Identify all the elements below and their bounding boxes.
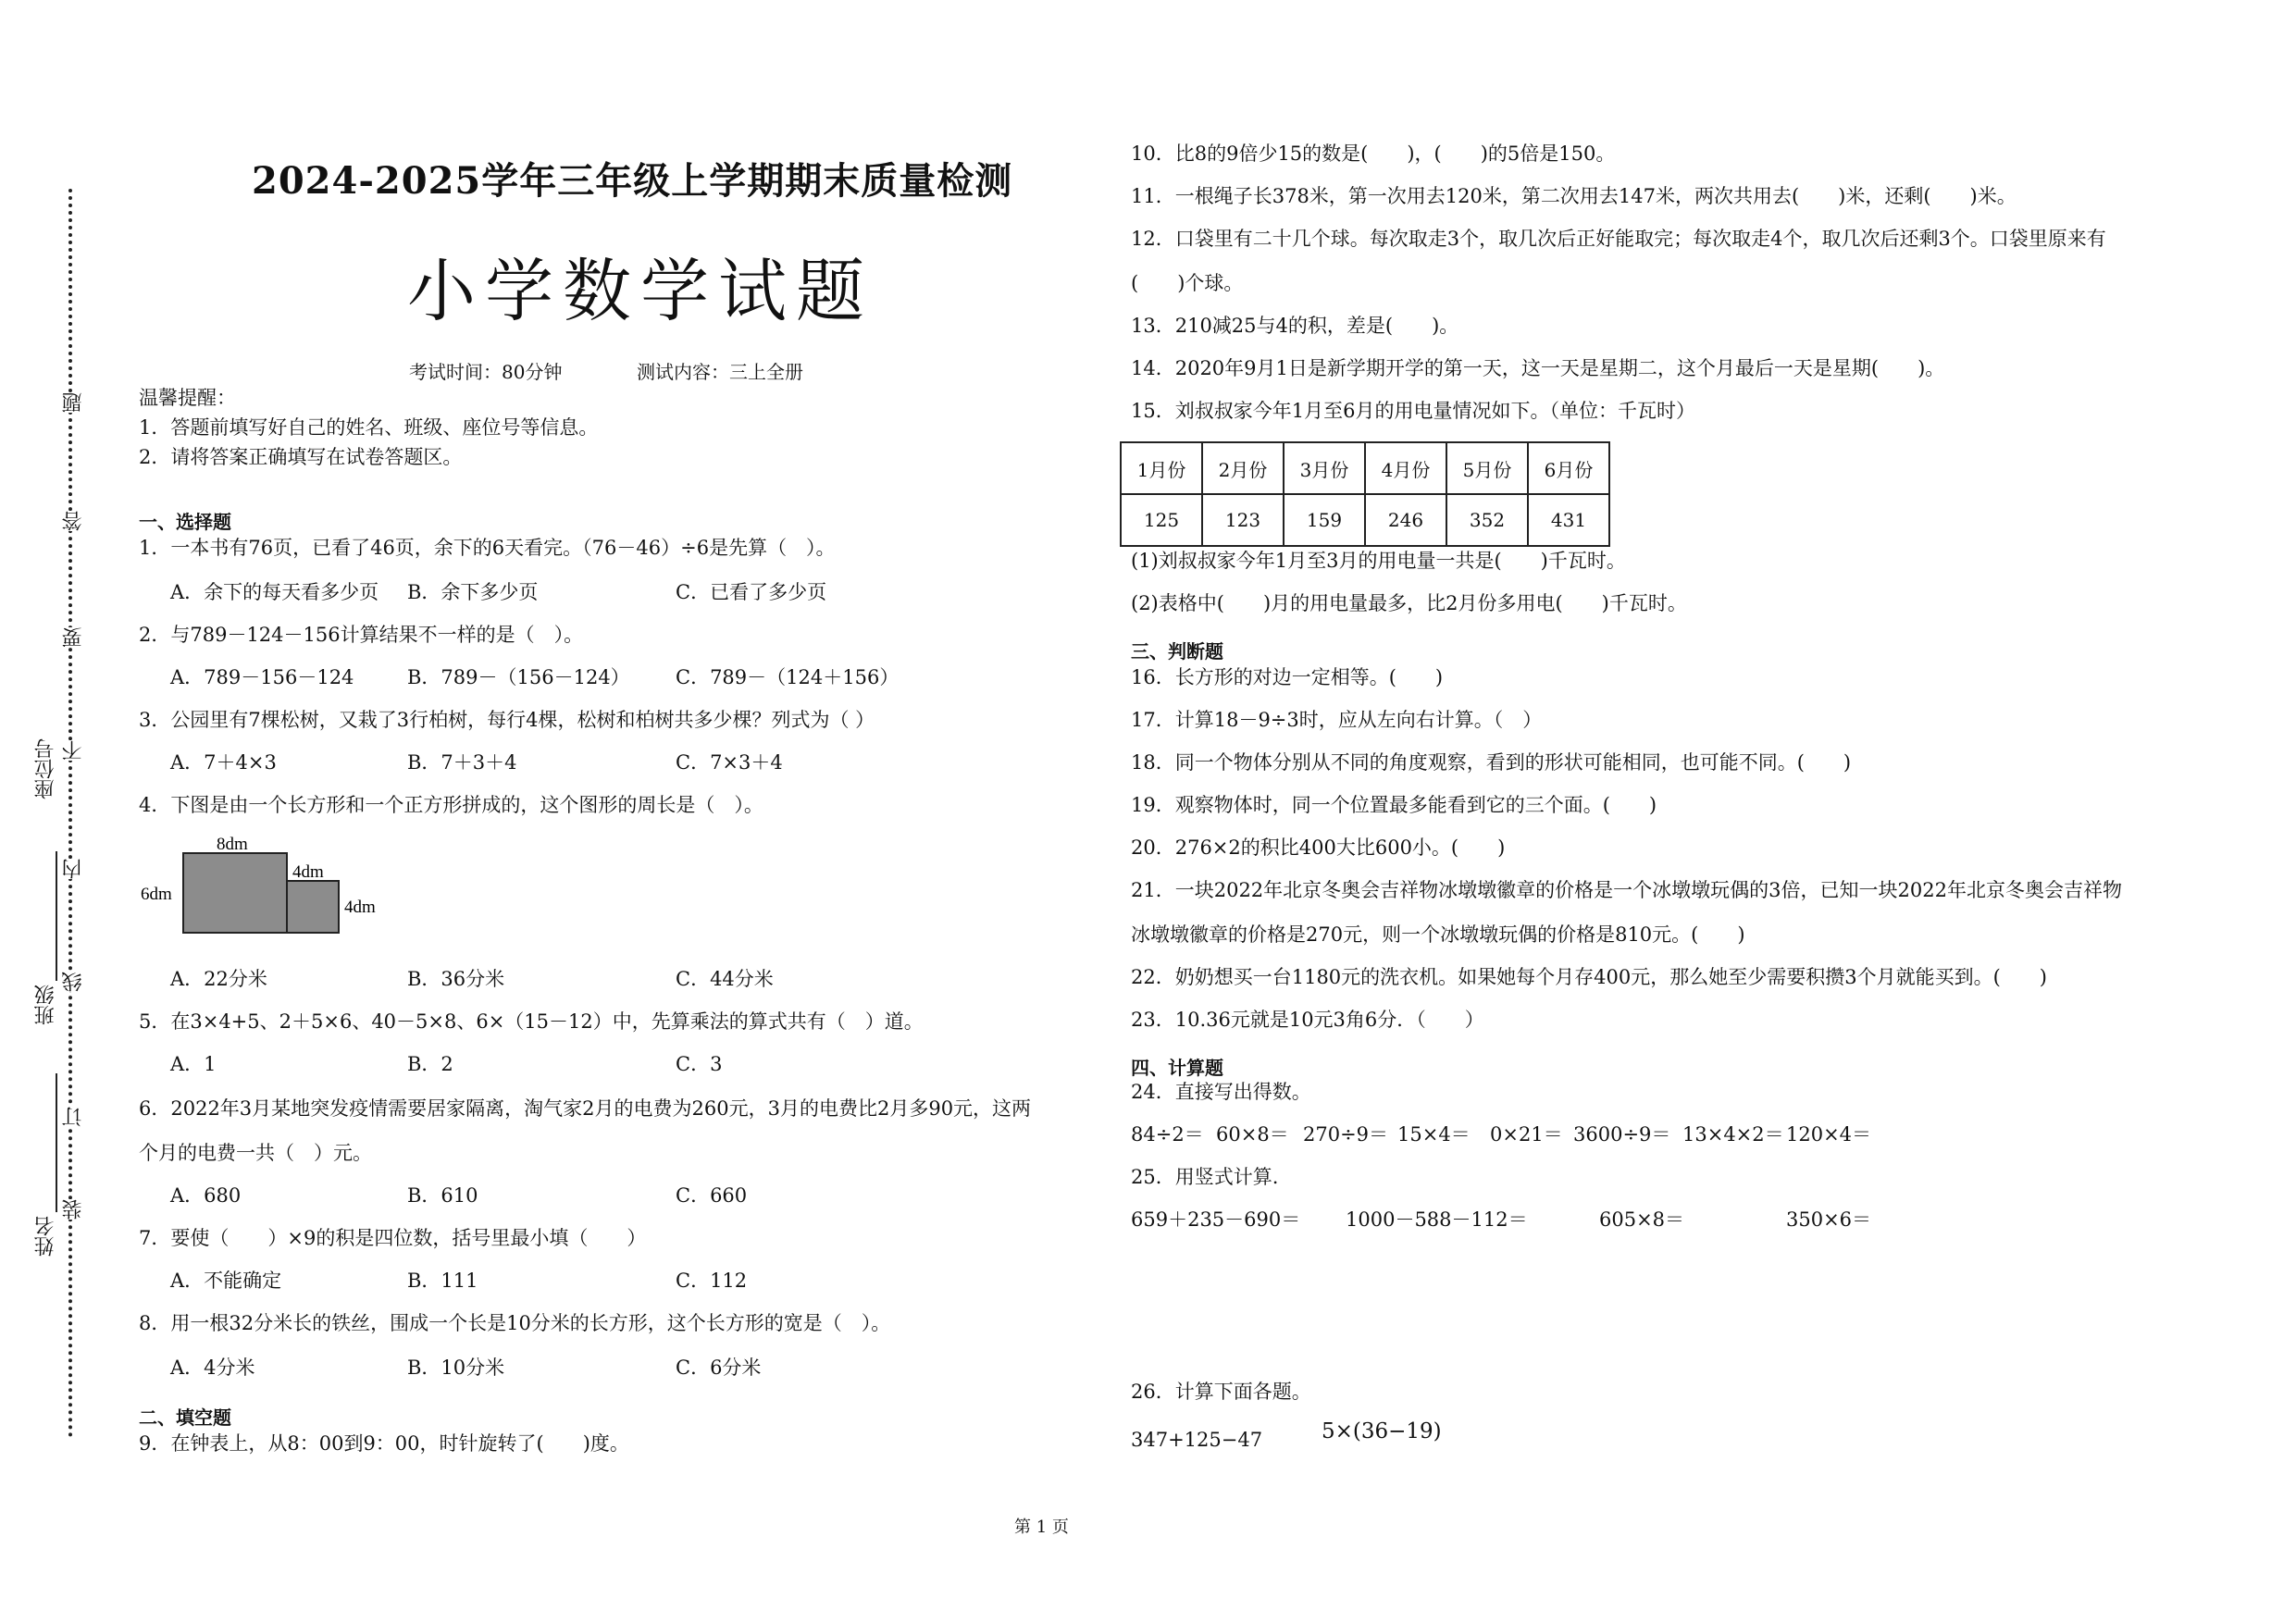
calc-item: 84÷2＝	[1131, 1123, 1204, 1146]
question: 19．观察物体时，同一个位置最多能看到它的三个面。( )	[1131, 794, 1657, 816]
question: 24．直接写出得数。	[1131, 1081, 1311, 1103]
figure-label: 6dm	[141, 885, 172, 904]
question: 4．下图是由一个长方形和一个正方形拼成的，这个图形的周长是（ ）。	[139, 794, 763, 816]
option: B．2	[407, 1053, 453, 1075]
option: A．不能确定	[170, 1270, 282, 1292]
option: C．660	[676, 1184, 748, 1207]
option: B．余下多少页	[407, 581, 539, 603]
question: 16．长方形的对边一定相等。( )	[1131, 666, 1444, 688]
calc-item: 0×21＝	[1490, 1123, 1563, 1146]
option: B．7＋3＋4	[407, 751, 517, 774]
question: 22．奶奶想买一台1180元的洗衣机。如果她每个月存400元，那么她至少需要积攒3个月就能买到。( )	[1131, 966, 2047, 988]
option: A．7＋4×3	[170, 751, 277, 774]
question: 26．计算下面各题。	[1131, 1381, 1311, 1403]
question: 10．比8的9倍少15的数是( )，( )的5倍是150。	[1131, 142, 1616, 165]
section-heading: 四、计算题	[1131, 1057, 1223, 1079]
section-heading: 二、填空题	[139, 1406, 231, 1429]
calc-item: 270÷9＝	[1303, 1123, 1389, 1146]
calc-item: 15×4＝	[1397, 1123, 1471, 1146]
tips-heading: 温馨提醒：	[139, 387, 236, 409]
page-number: 第 1 页	[1014, 1518, 1069, 1537]
question: 18．同一个物体分别从不同的角度观察，看到的形状可能相同，也可能不同。( )	[1131, 751, 1852, 774]
electricity-table	[1120, 441, 1610, 547]
calc-item: 347+125−47	[1131, 1429, 1263, 1451]
stitch-char: 不	[59, 740, 88, 761]
question-continued: ( )个球。	[1131, 272, 1244, 294]
question: 25．用竖式计算.	[1131, 1166, 1279, 1188]
calc-item: 5×(36−19)	[1322, 1419, 1442, 1443]
table-cell: 125	[1121, 494, 1202, 546]
stitch-char: 题	[59, 392, 88, 413]
table-header-cell: 6月份	[1528, 442, 1609, 494]
sub-question: (2)表格中( )月的用电量最多，比2月份多用电( )千瓦时。	[1131, 592, 1687, 614]
calc-item: 120×4＝	[1786, 1123, 1872, 1146]
option: A．1	[170, 1053, 217, 1075]
class-label: 班级	[34, 985, 57, 1025]
exam-scope: 测试内容：三上全册	[637, 361, 803, 383]
calc-item: 13×4×2＝	[1682, 1123, 1784, 1146]
question: 17．计算18－9÷3时，应从左向右计算。（ ）	[1131, 709, 1543, 731]
table-cell: 123	[1202, 494, 1284, 546]
subject-title: 小学数学试题	[407, 252, 874, 331]
question: 2．与789－124－156计算结果不一样的是（ ）。	[139, 624, 584, 646]
option: C．44分米	[676, 968, 774, 990]
binding-dotted-line	[68, 189, 72, 1438]
table-cell: 159	[1284, 494, 1365, 546]
question: 20．276×2的积比400大比600小。( )	[1131, 836, 1506, 859]
question: 13．210减25与4的积，差是( )。	[1131, 315, 1459, 337]
question: 6．2022年3月某地突发疫情需要居家隔离，淘气家2月的电费为260元，3月的电费比2月多90元，这两	[139, 1097, 1032, 1120]
option: C．112	[676, 1270, 748, 1292]
option: B．111	[407, 1270, 478, 1292]
question: 5．在3×4+5、2＋5×6、40－5×8、6×（15－12）中，先算乘法的算式共有（ ）道。	[139, 1010, 924, 1033]
question: 11．一根绳子长378米，第一次用去120米，第二次用去147米，两次共用去( )米，还剩( )米。	[1131, 185, 2017, 207]
calc-item: 350×6＝	[1786, 1208, 1872, 1231]
stitch-char: 订	[59, 1107, 88, 1127]
class-field[interactable]	[56, 851, 57, 981]
option: B．789－（156－124）	[407, 666, 630, 688]
perimeter-figure	[139, 835, 398, 946]
option: A．680	[170, 1184, 242, 1207]
option: A．22分米	[170, 968, 267, 990]
stitch-char: 答	[59, 511, 88, 531]
option: C．7×3＋4	[676, 751, 783, 774]
option: A．789－156－124	[170, 666, 354, 688]
table-cell: 246	[1365, 494, 1446, 546]
table-cell: 352	[1446, 494, 1528, 546]
option: C．789－（124＋156）	[676, 666, 900, 688]
question-continued: 个月的电费一共（ ）元。	[139, 1142, 372, 1164]
question-continued: 冰墩墩徽章的价格是270元，则一个冰墩墩玩偶的价格是810元。( )	[1131, 923, 1745, 946]
exam-title: 2024-2025学年三年级上学期期末质量检测	[252, 159, 1013, 203]
question: 1．一本书有76页，已看了46页，余下的6天看完。（76－46）÷6是先算（ ）。	[139, 537, 836, 559]
calc-item: 3600÷9＝	[1573, 1123, 1671, 1146]
option: B．10分米	[407, 1357, 505, 1379]
figure-label: 4dm	[344, 898, 376, 917]
tip-item: 1．答题前填写好自己的姓名、班级、座位号等信息。	[139, 416, 599, 439]
stitch-char: 线	[59, 972, 88, 992]
figure-label: 8dm	[217, 835, 248, 854]
question: 21．一块2022年北京冬奥会吉祥物冰墩墩徽章的价格是一个冰墩墩玩偶的3倍，已知一块2022年北京冬奥会吉祥物	[1131, 879, 2122, 901]
square-shape	[287, 881, 339, 933]
question: 12．口袋里有二十几个球。每次取走3个，取几次后正好能取完；每次取走4个，取几次后还剩3个。口袋里原来有	[1131, 228, 2106, 250]
figure-label: 4dm	[292, 862, 324, 882]
question: 14．2020年9月1日是新学期开学的第一天，这一天是星期二，这个月最后一天是星期( )。	[1131, 357, 1945, 379]
option: C．6分米	[676, 1357, 762, 1379]
stitch-char: 要	[59, 627, 88, 648]
name-label: 姓名	[34, 1216, 57, 1257]
stitch-char: 内	[59, 859, 88, 879]
sub-question: (1)刘叔叔家今年1月至3月的用电量一共是( )千瓦时。	[1131, 550, 1626, 572]
section-heading: 三、判断题	[1131, 640, 1223, 663]
table-header-cell: 3月份	[1284, 442, 1365, 494]
option: A．4分米	[170, 1357, 255, 1379]
calc-item: 605×8＝	[1599, 1208, 1685, 1231]
table-row	[1121, 494, 1609, 546]
table-header-cell: 2月份	[1202, 442, 1284, 494]
calc-item: 1000－588－112＝	[1346, 1208, 1528, 1231]
option: B．610	[407, 1184, 478, 1207]
option: C．已看了多少页	[676, 581, 827, 603]
question: 23．10.36元就是10元3角6分．（ ）	[1131, 1009, 1484, 1031]
calc-item: 659＋235－690＝	[1131, 1208, 1301, 1231]
option: C．3	[676, 1053, 723, 1075]
rectangle-shape	[183, 853, 287, 933]
section-heading: 一、选择题	[139, 511, 231, 533]
table-row	[1121, 442, 1609, 494]
name-field[interactable]	[56, 1073, 57, 1212]
stitch-char: 装	[59, 1199, 88, 1220]
table-cell: 431	[1528, 494, 1609, 546]
option: B．36分米	[407, 968, 505, 990]
option: A．余下的每天看多少页	[170, 581, 379, 603]
question: 8．用一根32分米长的铁丝，围成一个长是10分米的长方形，这个长方形的宽是（ ）。	[139, 1312, 891, 1334]
table-header-cell: 5月份	[1446, 442, 1528, 494]
question: 3．公园里有7棵松树，又栽了3行柏树，每行4棵，松树和柏树共多少棵？列式为（ ）	[139, 709, 875, 731]
question: 9．在钟表上，从8：00到9：00，时针旋转了( )度。	[139, 1432, 629, 1455]
calc-item: 60×8＝	[1216, 1123, 1289, 1146]
table-header-cell: 1月份	[1121, 442, 1202, 494]
table-header-cell: 4月份	[1365, 442, 1446, 494]
question: 7．要使（ ）×9的积是四位数，括号里最小填（ ）	[139, 1227, 647, 1249]
tip-item: 2．请将答案正确填写在试卷答题区。	[139, 446, 463, 468]
seat-label: 座位号	[34, 738, 57, 799]
question: 15．刘叔叔家今年1月至6月的用电量情况如下。（单位：千瓦时）	[1131, 400, 1695, 422]
exam-time: 考试时间：80分钟	[409, 361, 563, 383]
